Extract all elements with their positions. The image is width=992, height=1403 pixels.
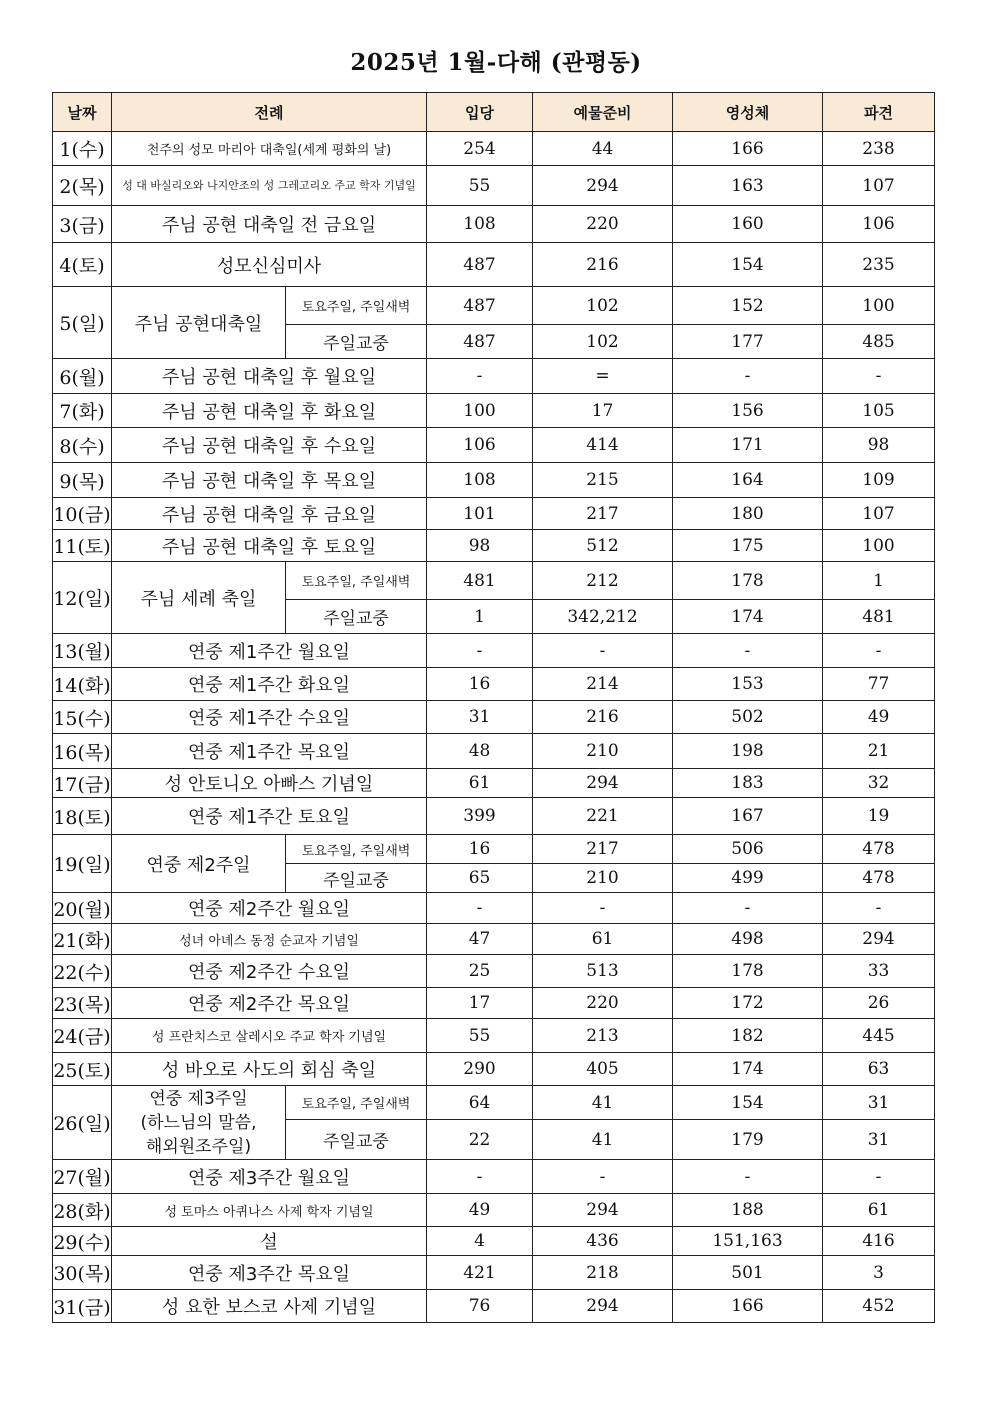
date-cell: 5(일) <box>53 287 112 359</box>
table-row <box>53 287 935 325</box>
date-cell: 20(월) <box>53 893 112 924</box>
dismissal-cell: 485 <box>823 325 935 359</box>
dismissal-cell: 1 <box>823 562 935 600</box>
entrance-cell: 25 <box>427 955 533 988</box>
communion-cell: 163 <box>673 166 823 206</box>
entrance-cell: 98 <box>427 530 533 562</box>
date-cell: 10(금) <box>53 498 112 530</box>
mass-type-cell: 토요주일, 주일새벽 <box>286 562 427 600</box>
dismissal-cell: 416 <box>823 1227 935 1256</box>
header-dismissal: 파견 <box>823 93 935 132</box>
communion-cell: - <box>673 1160 823 1194</box>
offertory-cell: 217 <box>533 498 673 530</box>
entrance-cell: 16 <box>427 835 533 864</box>
offertory-cell: 214 <box>533 668 673 701</box>
dismissal-cell: 32 <box>823 769 935 798</box>
dismissal-cell: 478 <box>823 835 935 864</box>
communion-cell: 182 <box>673 1019 823 1053</box>
table-row <box>53 701 935 734</box>
date-cell: 4(토) <box>53 243 112 287</box>
offertory-cell: 41 <box>533 1086 673 1120</box>
communion-cell: 498 <box>673 924 823 955</box>
date-cell: 18(토) <box>53 798 112 835</box>
communion-cell: 188 <box>673 1194 823 1227</box>
communion-cell: 177 <box>673 325 823 359</box>
mass-type-cell: 주일교중 <box>286 864 427 893</box>
table-row <box>53 734 935 769</box>
date-cell: 16(목) <box>53 734 112 769</box>
liturgy-cell: 연중 제1주간 화요일 <box>112 668 427 701</box>
mass-type-cell: 토요주일, 주일새벽 <box>286 1086 427 1120</box>
offertory-cell: 102 <box>533 287 673 325</box>
dismissal-cell: 31 <box>823 1086 935 1120</box>
dismissal-cell: 77 <box>823 668 935 701</box>
date-cell: 21(화) <box>53 924 112 955</box>
entrance-cell: 16 <box>427 668 533 701</box>
liturgy-cell: 연중 제3주간 목요일 <box>112 1256 427 1290</box>
dismissal-cell: 19 <box>823 798 935 835</box>
liturgy-cell: 성 대 바실리오와 나지안조의 성 그레고리오 주교 학자 기념일 <box>112 166 427 206</box>
liturgy-cell: 성 토마스 아퀴나스 사제 학자 기념일 <box>112 1194 427 1227</box>
entrance-cell: 487 <box>427 243 533 287</box>
offertory-cell: 212 <box>533 562 673 600</box>
liturgy-cell: 연중 제2주일 <box>112 835 286 893</box>
mass-type-cell: 토요주일, 주일새벽 <box>286 835 427 864</box>
offertory-cell: - <box>533 634 673 668</box>
liturgy-cell: 주님 공현 대축일 후 토요일 <box>112 530 427 562</box>
entrance-cell: 106 <box>427 428 533 463</box>
table-row <box>53 394 935 428</box>
communion-cell: 166 <box>673 132 823 166</box>
entrance-cell: 64 <box>427 1086 533 1120</box>
entrance-cell: 481 <box>427 562 533 600</box>
communion-cell: 160 <box>673 206 823 243</box>
offertory-cell: 213 <box>533 1019 673 1053</box>
dismissal-cell: 33 <box>823 955 935 988</box>
table-row <box>53 1019 935 1053</box>
date-cell: 25(토) <box>53 1053 112 1086</box>
date-cell: 13(월) <box>53 634 112 668</box>
entrance-cell: 108 <box>427 206 533 243</box>
date-cell: 17(금) <box>53 769 112 798</box>
dismissal-cell: 445 <box>823 1019 935 1053</box>
date-cell: 26(일) <box>53 1086 112 1160</box>
date-cell: 12(일) <box>53 562 112 634</box>
date-cell: 27(월) <box>53 1160 112 1194</box>
table-row <box>53 562 935 600</box>
table-row <box>53 1194 935 1227</box>
mass-type-cell: 주일교중 <box>286 600 427 634</box>
dismissal-cell: 452 <box>823 1290 935 1323</box>
liturgy-cell: 주님 세례 축일 <box>112 562 286 634</box>
liturgy-cell: 성 프란치스코 살레시오 주교 학자 기념일 <box>112 1019 427 1053</box>
offertory-cell: 513 <box>533 955 673 988</box>
header-entrance: 입당 <box>427 93 533 132</box>
dismissal-cell: 105 <box>823 394 935 428</box>
liturgy-cell: 주님 공현 대축일 후 금요일 <box>112 498 427 530</box>
liturgy-cell: 연중 제1주간 목요일 <box>112 734 427 769</box>
page-title: 2025년 1월-다해 (관평동) <box>350 49 642 76</box>
table-row <box>53 1256 935 1290</box>
liturgy-cell: 성 바오로 사도의 회심 축일 <box>112 1053 427 1086</box>
date-cell: 14(화) <box>53 668 112 701</box>
entrance-cell: 55 <box>427 166 533 206</box>
table-row <box>53 166 935 206</box>
entrance-cell: 421 <box>427 1256 533 1290</box>
dismissal-cell: 107 <box>823 166 935 206</box>
date-cell: 24(금) <box>53 1019 112 1053</box>
entrance-cell: 4 <box>427 1227 533 1256</box>
dismissal-cell: - <box>823 359 935 394</box>
entrance-cell: 22 <box>427 1120 533 1160</box>
liturgy-cell: 주님 공현 대축일 후 화요일 <box>112 394 427 428</box>
entrance-cell: 55 <box>427 1019 533 1053</box>
liturgy-cell: 연중 제3주간 월요일 <box>112 1160 427 1194</box>
date-cell: 3(금) <box>53 206 112 243</box>
table-row <box>53 1290 935 1323</box>
date-cell: 8(수) <box>53 428 112 463</box>
date-cell: 2(목) <box>53 166 112 206</box>
table-row <box>53 359 935 394</box>
table-row <box>53 1086 935 1120</box>
liturgy-cell: 성 안토니오 아빠스 기념일 <box>112 769 427 798</box>
table-row <box>53 1227 935 1256</box>
liturgy-music-table <box>52 92 935 1323</box>
table-row <box>53 924 935 955</box>
liturgy-line: 연중 제3주일 <box>149 1088 248 1109</box>
communion-cell: 178 <box>673 562 823 600</box>
mass-type-cell: 토요주일, 주일새벽 <box>286 287 427 325</box>
offertory-cell: 210 <box>533 734 673 769</box>
date-cell: 1(수) <box>53 132 112 166</box>
entrance-cell: 65 <box>427 864 533 893</box>
liturgy-cell: 주님 공현 대축일 후 수요일 <box>112 428 427 463</box>
communion-cell: 499 <box>673 864 823 893</box>
entrance-cell: 17 <box>427 988 533 1019</box>
date-cell: 6(월) <box>53 359 112 394</box>
offertory-cell: 218 <box>533 1256 673 1290</box>
entrance-cell: 100 <box>427 394 533 428</box>
table-row <box>53 798 935 835</box>
communion-cell: - <box>673 634 823 668</box>
dismissal-cell: 238 <box>823 132 935 166</box>
dismissal-cell: 98 <box>823 428 935 463</box>
table-row <box>53 206 935 243</box>
entrance-cell: 76 <box>427 1290 533 1323</box>
table-row <box>53 530 935 562</box>
entrance-cell: 48 <box>427 734 533 769</box>
table-row <box>53 498 935 530</box>
dismissal-cell: 100 <box>823 287 935 325</box>
mass-type-cell: 주일교중 <box>286 325 427 359</box>
liturgy-line: 해외원조주일) <box>145 1136 252 1157</box>
table-header-row <box>53 93 935 132</box>
entrance-cell: 254 <box>427 132 533 166</box>
communion-cell: 152 <box>673 287 823 325</box>
communion-cell: 198 <box>673 734 823 769</box>
offertory-cell: = <box>533 359 673 394</box>
offertory-cell: 41 <box>533 1120 673 1160</box>
date-cell: 19(일) <box>53 835 112 893</box>
entrance-cell: 49 <box>427 1194 533 1227</box>
communion-cell: 154 <box>673 243 823 287</box>
offertory-cell: - <box>533 1160 673 1194</box>
dismissal-cell: - <box>823 893 935 924</box>
date-cell: 11(토) <box>53 530 112 562</box>
offertory-cell: 216 <box>533 243 673 287</box>
communion-cell: - <box>673 359 823 394</box>
dismissal-cell: 109 <box>823 463 935 498</box>
offertory-cell: 220 <box>533 206 673 243</box>
dismissal-cell: - <box>823 634 935 668</box>
offertory-cell: 342,212 <box>533 600 673 634</box>
communion-cell: - <box>673 893 823 924</box>
table-row <box>53 988 935 1019</box>
communion-cell: 180 <box>673 498 823 530</box>
table-row <box>53 132 935 166</box>
date-cell: 31(금) <box>53 1290 112 1323</box>
entrance-cell: 108 <box>427 463 533 498</box>
liturgy-cell: 연중 제2주간 목요일 <box>112 988 427 1019</box>
communion-cell: 167 <box>673 798 823 835</box>
header-liturgy: 전례 <box>112 93 427 132</box>
liturgy-cell: 설 <box>112 1227 427 1256</box>
dismissal-cell: 100 <box>823 530 935 562</box>
date-cell: 22(수) <box>53 955 112 988</box>
date-cell: 15(수) <box>53 701 112 734</box>
communion-cell: 183 <box>673 769 823 798</box>
communion-cell: 502 <box>673 701 823 734</box>
entrance-cell: 399 <box>427 798 533 835</box>
liturgy-cell: 주님 공현 대축일 후 월요일 <box>112 359 427 394</box>
entrance-cell: - <box>427 1160 533 1194</box>
dismissal-cell: 21 <box>823 734 935 769</box>
communion-cell: 506 <box>673 835 823 864</box>
entrance-cell: 31 <box>427 701 533 734</box>
entrance-cell: 487 <box>427 325 533 359</box>
date-cell: 7(화) <box>53 394 112 428</box>
dismissal-cell: 49 <box>823 701 935 734</box>
liturgy-cell: 주님 공현 대축일 후 목요일 <box>112 463 427 498</box>
table-row <box>53 463 935 498</box>
dismissal-cell: 106 <box>823 206 935 243</box>
offertory-cell: 216 <box>533 701 673 734</box>
liturgy-cell: 천주의 성모 마리아 대축일(세계 평화의 날) <box>112 132 427 166</box>
header-offertory: 예물준비 <box>533 93 673 132</box>
dismissal-cell: 107 <box>823 498 935 530</box>
offertory-cell: 217 <box>533 835 673 864</box>
offertory-cell: 221 <box>533 798 673 835</box>
table-row <box>53 668 935 701</box>
communion-cell: 175 <box>673 530 823 562</box>
dismissal-cell: 63 <box>823 1053 935 1086</box>
offertory-cell: 61 <box>533 924 673 955</box>
liturgy-cell: 성녀 아녜스 동정 순교자 기념일 <box>112 924 427 955</box>
table-row <box>53 634 935 668</box>
liturgy-cell: 연중 제2주간 월요일 <box>112 893 427 924</box>
liturgy-cell: 주님 공현 대축일 전 금요일 <box>112 206 427 243</box>
entrance-cell: - <box>427 893 533 924</box>
entrance-cell: - <box>427 359 533 394</box>
dismissal-cell: 61 <box>823 1194 935 1227</box>
communion-cell: 178 <box>673 955 823 988</box>
entrance-cell: 101 <box>427 498 533 530</box>
entrance-cell: 487 <box>427 287 533 325</box>
table-row <box>53 1053 935 1086</box>
header-date: 날짜 <box>53 93 112 132</box>
liturgy-cell: 성 요한 보스코 사제 기념일 <box>112 1290 427 1323</box>
liturgy-cell: 연중 제1주간 토요일 <box>112 798 427 835</box>
communion-cell: 156 <box>673 394 823 428</box>
communion-cell: 501 <box>673 1256 823 1290</box>
dismissal-cell: - <box>823 1160 935 1194</box>
communion-cell: 179 <box>673 1120 823 1160</box>
liturgy-cell: 연중 제2주간 수요일 <box>112 955 427 988</box>
liturgy-cell: 성모신심미사 <box>112 243 427 287</box>
table-row <box>53 243 935 287</box>
entrance-cell: - <box>427 634 533 668</box>
table-row <box>53 769 935 798</box>
date-cell: 23(목) <box>53 988 112 1019</box>
date-cell: 29(수) <box>53 1227 112 1256</box>
communion-cell: 174 <box>673 1053 823 1086</box>
table-row <box>53 893 935 924</box>
entrance-cell: 61 <box>427 769 533 798</box>
dismissal-cell: 31 <box>823 1120 935 1160</box>
date-cell: 28(화) <box>53 1194 112 1227</box>
offertory-cell: 210 <box>533 864 673 893</box>
liturgy-cell <box>112 1086 286 1160</box>
offertory-cell: 294 <box>533 1290 673 1323</box>
header-communion: 영성체 <box>673 93 823 132</box>
offertory-cell: 294 <box>533 769 673 798</box>
dismissal-cell: 3 <box>823 1256 935 1290</box>
offertory-cell: 102 <box>533 325 673 359</box>
liturgy-cell: 주님 공현대축일 <box>112 287 286 359</box>
communion-cell: 171 <box>673 428 823 463</box>
offertory-cell: 44 <box>533 132 673 166</box>
table-row <box>53 1160 935 1194</box>
liturgy-cell: 연중 제1주간 수요일 <box>112 701 427 734</box>
dismissal-cell: 481 <box>823 600 935 634</box>
communion-cell: 166 <box>673 1290 823 1323</box>
offertory-cell: 436 <box>533 1227 673 1256</box>
date-cell: 9(목) <box>53 463 112 498</box>
table-row <box>53 835 935 864</box>
dismissal-cell: 235 <box>823 243 935 287</box>
mass-type-cell: 주일교중 <box>286 1120 427 1160</box>
offertory-cell: 17 <box>533 394 673 428</box>
communion-cell: 154 <box>673 1086 823 1120</box>
table-row <box>53 955 935 988</box>
offertory-cell: - <box>533 893 673 924</box>
entrance-cell: 290 <box>427 1053 533 1086</box>
communion-cell: 153 <box>673 668 823 701</box>
communion-cell: 151,163 <box>673 1227 823 1256</box>
offertory-cell: 294 <box>533 166 673 206</box>
offertory-cell: 294 <box>533 1194 673 1227</box>
entrance-cell: 1 <box>427 600 533 634</box>
liturgy-cell: 연중 제1주간 월요일 <box>112 634 427 668</box>
communion-cell: 174 <box>673 600 823 634</box>
offertory-cell: 215 <box>533 463 673 498</box>
offertory-cell: 512 <box>533 530 673 562</box>
communion-cell: 164 <box>673 463 823 498</box>
offertory-cell: 220 <box>533 988 673 1019</box>
dismissal-cell: 478 <box>823 864 935 893</box>
liturgy-line: (하느님의 말씀, <box>140 1112 257 1133</box>
offertory-cell: 414 <box>533 428 673 463</box>
communion-cell: 172 <box>673 988 823 1019</box>
table-row <box>53 428 935 463</box>
entrance-cell: 47 <box>427 924 533 955</box>
offertory-cell: 405 <box>533 1053 673 1086</box>
dismissal-cell: 26 <box>823 988 935 1019</box>
date-cell: 30(목) <box>53 1256 112 1290</box>
dismissal-cell: 294 <box>823 924 935 955</box>
